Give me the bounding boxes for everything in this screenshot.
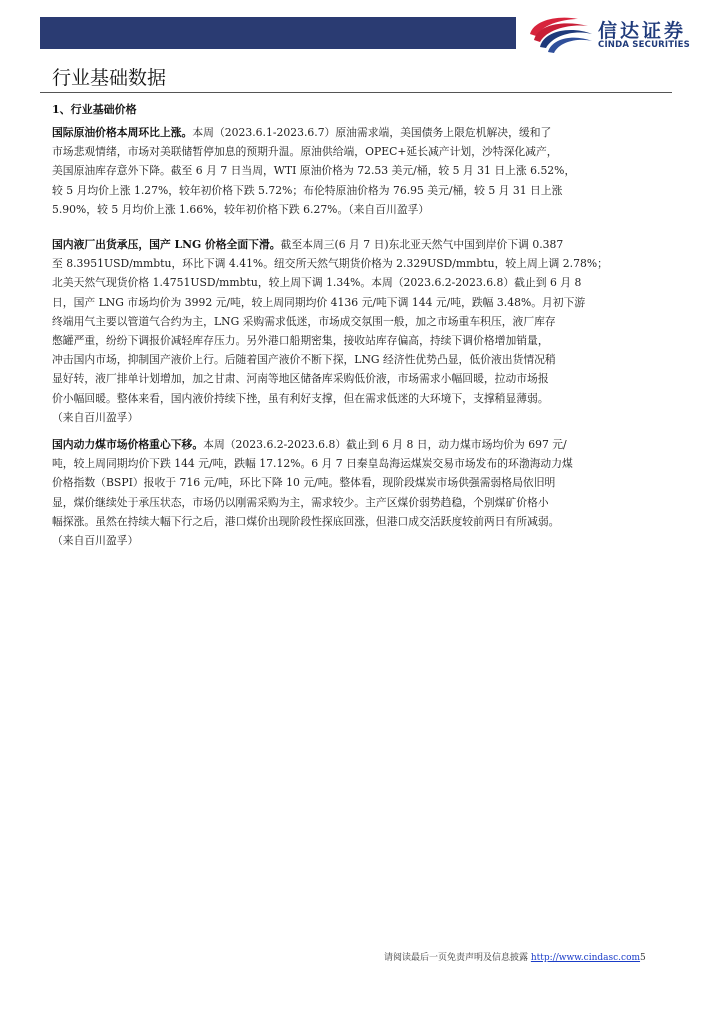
paragraph-crude-oil <box>52 123 692 219</box>
paragraph-line <box>52 235 692 254</box>
paragraph-line: 憋罐严重，纷纷下调报价减轻库存压力。另外港口船期密集，接收站库存偏高，持续下调价格增加销量， <box>52 333 549 347</box>
paragraph-lead: 国际原油价格本周环比上涨。 <box>52 126 193 139</box>
paragraph-lead: 国内液厂出货承压，国产 LNG 价格全面下滑。 <box>52 238 281 251</box>
paragraph-line: 至 8.3951USD/mmbtu，环比下调 4.41%。纽交所天然气期货价格为 2.329USD/mmbtu，较上周上调 2.78%； <box>52 257 608 271</box>
paragraph-line: 终端用气主要以管道气合约为主，LNG 采购需求低迷，市场成交氛围一般，加之市场重车积压，液厂库存 <box>52 314 556 328</box>
logo-chinese-name: 信达证券 <box>598 20 687 42</box>
paragraph-text: 本周（2023.6.2-2023.6.8）截止到 6 月 8 日，动力煤市场均价为 697 元/ <box>203 438 567 451</box>
section-heading: 1、行业基础价格 <box>52 103 137 116</box>
paragraph-line: 显，煤价继续处于承压状态，市场仍以刚需采购为主，需求较少。主产区煤价弱势趋稳，个别煤矿价格小 <box>52 495 549 509</box>
cinda-emblem-icon <box>528 14 594 54</box>
paragraph-line <box>52 123 692 142</box>
paragraph-line: （来自百川盈孚） <box>52 533 139 547</box>
paragraph-text: 本周（2023.6.1-2023.6.7）原油需求端，美国债务上限危机解决，缓和了 <box>192 126 552 139</box>
page-title: 行业基础数据 <box>52 67 167 89</box>
paragraph-thermal-coal <box>52 435 692 550</box>
footer-disclaimer: 请阅读最后一页免责声明及信息披露 <box>384 953 531 963</box>
title-divider <box>40 92 672 93</box>
paragraph-line: （来自百川盈孚） <box>52 410 139 424</box>
company-logo <box>528 14 708 54</box>
paragraph-lead: 国内动力煤市场价格重心下移。 <box>52 438 204 451</box>
footer-website-link[interactable]: http://www.cindasc.com <box>530 953 641 963</box>
paragraph-line: 显好转，液厂排单计划增加，加之甘肃、河南等地区储备库采购低价液，市场需求小幅回暖，拉动市场报 <box>52 372 549 386</box>
paragraph-line: 价小幅回暖。整体来看，国内液价持续下挫，虽有利好支撑，但在需求低迷的大环境下，支撑稍显薄弱。 <box>52 391 549 405</box>
paragraph-line: 市场悲观情绪，市场对美联储暂停加息的预期升温。原油供给端，OPEC+延长减产计划，沙特深化减产， <box>52 145 558 159</box>
paragraph-line: 美国原油库存意外下降。截至 6 月 7 日当周，WTI 原油价格为 72.53 美元/桶，较 5 月 31 日上涨 6.52%， <box>52 164 576 178</box>
paragraph-line: 价格指数（BSPI）报收于 716 元/吨，环比下降 10 元/吨。整体看，现阶段煤炭市场供强需弱格局依旧明 <box>52 476 556 490</box>
page-number: 5 <box>640 953 646 963</box>
page-footer <box>384 950 646 963</box>
header-bar <box>40 17 516 49</box>
paragraph-line: 吨，较上周同期均价下跌 144 元/吨，跌幅 17.12%。6 月 7 日秦皇岛海运煤炭交易市场发布的环渤海动力煤 <box>52 457 573 471</box>
paragraph-lng <box>52 235 692 427</box>
paragraph-line: 5.90%，较 5 月均价上涨 1.66%，较年初价格下跌 6.27%。（来自百川盈孚） <box>52 202 430 216</box>
paragraph-line <box>52 435 692 454</box>
paragraph-text: 截至本周三(6 月 7 日)东北亚天然气中国到岸价下调 0.387 <box>280 238 564 251</box>
paragraph-line: 日，国产 LNG 市场均价为 3992 元/吨，较上周同期均价 4136 元/吨下调 144 元/吨，跌幅 3.48%。月初下游 <box>52 295 586 309</box>
paragraph-line: 北美天然气现货价格 1.4751USD/mmbtu，较上周下调 1.34%。本周（2023.6.2-2023.6.8）截止到 6 月 8 <box>52 276 582 290</box>
paragraph-line: 冲击国内市场，抑制国产液价上行。后随着国产液价不断下探，LNG 经济性优势凸显，低价液出货情况稍 <box>52 353 556 367</box>
paragraph-line: 较 5 月均价上涨 1.27%，较年初价格下跌 5.72%；布伦特原油价格为 76.95 美元/桶，较 5 月 31 日上涨 <box>52 183 563 197</box>
paragraph-line: 幅探涨。虽然在持续大幅下行之后，港口煤价出现阶段性探底回涨，但港口成交活跃度较前两日有所减弱。 <box>52 514 560 528</box>
logo-english-name: CINDA SECURITIES <box>598 40 690 50</box>
